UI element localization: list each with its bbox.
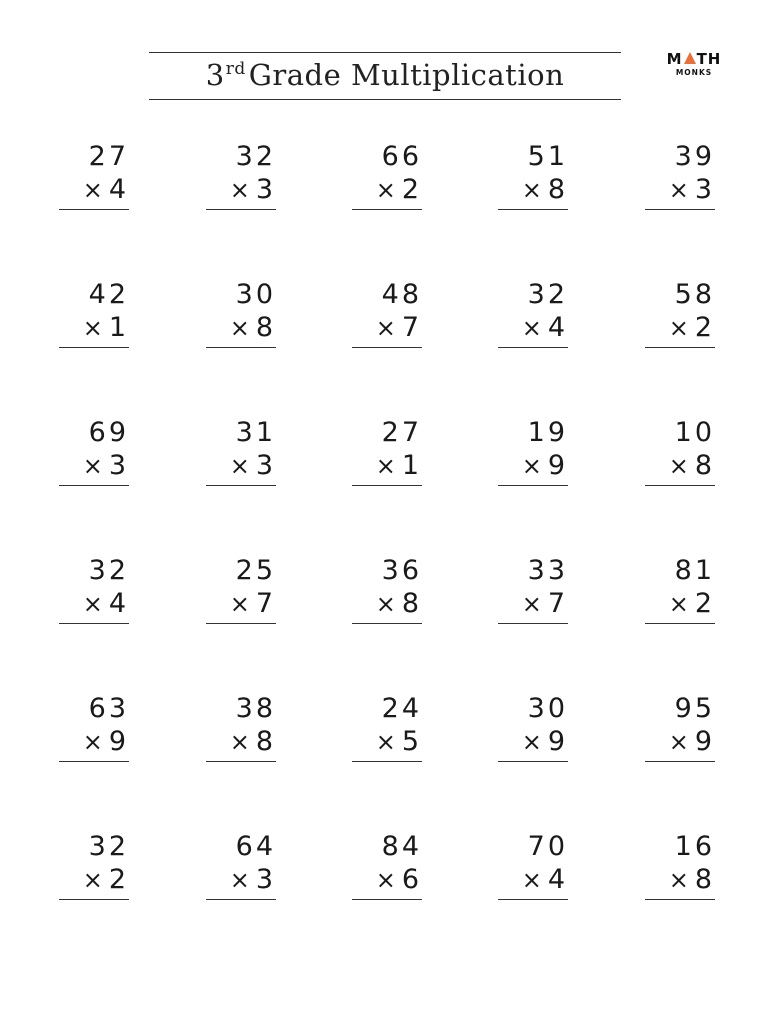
multiplicand: 39	[674, 141, 715, 172]
logo-subtitle: MONKS	[675, 68, 713, 77]
multiplier: 8	[255, 312, 276, 343]
problem-item	[352, 141, 422, 217]
times-icon: ×	[229, 452, 250, 480]
problem-item	[59, 555, 129, 631]
multiplier-row	[376, 312, 422, 344]
multiplier: 7	[255, 588, 276, 619]
title-ordinal-suffix: rd	[225, 59, 246, 79]
multiplicand: 16	[674, 831, 715, 862]
multiplicand: 33	[527, 555, 568, 586]
multiplier: 9	[547, 726, 568, 757]
answer-line	[645, 347, 715, 348]
answer-line	[206, 485, 276, 486]
multiplier: 2	[694, 588, 715, 619]
multiplicand: 69	[88, 417, 129, 448]
multiplicand: 10	[674, 417, 715, 448]
multiplicand: 24	[381, 693, 422, 724]
multiplier: 4	[547, 864, 568, 895]
multiplicand: 81	[674, 555, 715, 586]
multiplier: 4	[108, 174, 129, 205]
multiplier-row	[230, 312, 276, 344]
problem-item	[352, 831, 422, 907]
problem-item	[498, 831, 568, 907]
title-text	[206, 58, 565, 92]
multiplier: 9	[547, 450, 568, 481]
multiplicand: 30	[235, 279, 276, 310]
multiplier: 8	[694, 864, 715, 895]
multiplier: 5	[401, 726, 422, 757]
times-icon: ×	[521, 452, 542, 480]
problem-item	[352, 279, 422, 355]
answer-line	[352, 209, 422, 210]
multiplier: 3	[255, 864, 276, 895]
multiplier-row	[83, 174, 129, 206]
problem-item	[206, 555, 276, 631]
multiplier-row	[230, 450, 276, 482]
problem-item	[645, 555, 715, 631]
multiplicand: 27	[381, 417, 422, 448]
times-icon: ×	[668, 728, 689, 756]
logo-letters-left: M	[666, 50, 683, 68]
answer-line	[498, 761, 568, 762]
multiplicand: 30	[527, 693, 568, 724]
times-icon: ×	[82, 590, 103, 618]
times-icon: ×	[82, 452, 103, 480]
multiplier-row	[230, 174, 276, 206]
multiplier: 7	[547, 588, 568, 619]
multiplier-row	[669, 174, 715, 206]
times-icon: ×	[375, 314, 396, 342]
answer-line	[206, 347, 276, 348]
times-icon: ×	[229, 314, 250, 342]
times-icon: ×	[668, 176, 689, 204]
problem-item	[498, 693, 568, 769]
multiplier-row	[83, 450, 129, 482]
multiplier-row	[522, 450, 568, 482]
multiplicand: 70	[527, 831, 568, 862]
multiplier: 2	[694, 312, 715, 343]
times-icon: ×	[668, 314, 689, 342]
answer-line	[59, 347, 129, 348]
problem-item	[645, 279, 715, 355]
answer-line	[206, 899, 276, 900]
multiplier: 3	[108, 450, 129, 481]
logo-letters-right: TH	[696, 50, 722, 68]
multiplier: 1	[401, 450, 422, 481]
math-monks-logo	[662, 50, 726, 77]
multiplicand: 58	[674, 279, 715, 310]
multiplicand: 32	[235, 141, 276, 172]
multiplicand: 19	[527, 417, 568, 448]
answer-line	[206, 209, 276, 210]
problem-item	[206, 417, 276, 493]
multiplicand: 32	[88, 555, 129, 586]
multiplier-row	[230, 588, 276, 620]
multiplier: 3	[694, 174, 715, 205]
multiplicand: 66	[381, 141, 422, 172]
multiplier-row	[376, 174, 422, 206]
problem-item	[206, 279, 276, 355]
answer-line	[352, 485, 422, 486]
answer-line	[59, 485, 129, 486]
multiplier-row	[522, 588, 568, 620]
multiplicand: 51	[527, 141, 568, 172]
times-icon: ×	[229, 590, 250, 618]
answer-line	[498, 623, 568, 624]
problem-item	[59, 831, 129, 907]
times-icon: ×	[521, 590, 542, 618]
multiplier-row	[83, 588, 129, 620]
times-icon: ×	[82, 728, 103, 756]
answer-line	[498, 485, 568, 486]
answer-line	[645, 485, 715, 486]
problem-item	[498, 417, 568, 493]
problem-item	[352, 417, 422, 493]
times-icon: ×	[521, 866, 542, 894]
problem-item	[59, 417, 129, 493]
answer-line	[645, 209, 715, 210]
times-icon: ×	[375, 176, 396, 204]
problem-item	[645, 831, 715, 907]
multiplier-row	[522, 174, 568, 206]
times-icon: ×	[375, 866, 396, 894]
answer-line	[352, 623, 422, 624]
multiplier: 9	[108, 726, 129, 757]
multiplier-row	[230, 864, 276, 896]
title-label: Grade Multiplication	[248, 58, 565, 92]
answer-line	[59, 761, 129, 762]
multiplier-row	[522, 312, 568, 344]
multiplicand: 31	[235, 417, 276, 448]
times-icon: ×	[82, 176, 103, 204]
worksheet-title	[149, 52, 621, 100]
times-icon: ×	[82, 314, 103, 342]
multiplier: 8	[401, 588, 422, 619]
multiplier-row	[376, 588, 422, 620]
title-grade-number: 3	[205, 58, 225, 92]
multiplier: 3	[255, 450, 276, 481]
answer-line	[498, 209, 568, 210]
multiplicand: 95	[674, 693, 715, 724]
answer-line	[352, 347, 422, 348]
times-icon: ×	[375, 728, 396, 756]
answer-line	[59, 623, 129, 624]
multiplicand: 32	[88, 831, 129, 862]
multiplier: 1	[108, 312, 129, 343]
times-icon: ×	[521, 176, 542, 204]
logo-wordmark	[662, 50, 726, 68]
times-icon: ×	[82, 866, 103, 894]
times-icon: ×	[229, 728, 250, 756]
triangle-icon	[684, 52, 696, 64]
multiplier-row	[522, 864, 568, 896]
problem-item	[59, 141, 129, 217]
problem-item	[645, 417, 715, 493]
multiplier: 3	[255, 174, 276, 205]
multiplier-row	[83, 312, 129, 344]
problem-item	[645, 693, 715, 769]
problem-item	[498, 555, 568, 631]
multiplier-row	[230, 726, 276, 758]
answer-line	[645, 761, 715, 762]
multiplicand: 42	[88, 279, 129, 310]
times-icon: ×	[668, 866, 689, 894]
answer-line	[352, 899, 422, 900]
problem-item	[206, 141, 276, 217]
multiplier-row	[376, 450, 422, 482]
multiplier-row	[669, 588, 715, 620]
times-icon: ×	[229, 176, 250, 204]
problem-item	[645, 141, 715, 217]
multiplier: 8	[255, 726, 276, 757]
multiplier-row	[83, 864, 129, 896]
multiplicand: 32	[527, 279, 568, 310]
answer-line	[498, 899, 568, 900]
multiplier-row	[669, 864, 715, 896]
multiplicand: 48	[381, 279, 422, 310]
multiplier-row	[83, 726, 129, 758]
times-icon: ×	[229, 866, 250, 894]
times-icon: ×	[668, 452, 689, 480]
times-icon: ×	[521, 314, 542, 342]
multiplicand: 25	[235, 555, 276, 586]
multiplier-row	[376, 726, 422, 758]
multiplier: 4	[108, 588, 129, 619]
multiplier-row	[669, 726, 715, 758]
multiplier-row	[376, 864, 422, 896]
multiplicand: 64	[235, 831, 276, 862]
problem-item	[498, 141, 568, 217]
multiplicand: 84	[381, 831, 422, 862]
times-icon: ×	[375, 452, 396, 480]
answer-line	[498, 347, 568, 348]
multiplier: 2	[108, 864, 129, 895]
multiplier: 7	[401, 312, 422, 343]
multiplier: 6	[401, 864, 422, 895]
multiplier: 2	[401, 174, 422, 205]
multiplier-row	[522, 726, 568, 758]
multiplier: 8	[547, 174, 568, 205]
problem-item	[352, 555, 422, 631]
multiplicand: 36	[381, 555, 422, 586]
multiplicand: 63	[88, 693, 129, 724]
multiplicand: 38	[235, 693, 276, 724]
multiplier-row	[669, 312, 715, 344]
answer-line	[645, 899, 715, 900]
answer-line	[352, 761, 422, 762]
times-icon: ×	[668, 590, 689, 618]
problem-item	[352, 693, 422, 769]
times-icon: ×	[521, 728, 542, 756]
problem-item	[59, 693, 129, 769]
times-icon: ×	[375, 590, 396, 618]
multiplicand: 27	[88, 141, 129, 172]
answer-line	[59, 899, 129, 900]
problem-item	[498, 279, 568, 355]
multiplier: 9	[694, 726, 715, 757]
multiplier-row	[669, 450, 715, 482]
multiplier: 4	[547, 312, 568, 343]
answer-line	[645, 623, 715, 624]
problem-item	[206, 831, 276, 907]
problem-item	[59, 279, 129, 355]
answer-line	[206, 761, 276, 762]
problem-item	[206, 693, 276, 769]
multiplier: 8	[694, 450, 715, 481]
answer-line	[206, 623, 276, 624]
answer-line	[59, 209, 129, 210]
